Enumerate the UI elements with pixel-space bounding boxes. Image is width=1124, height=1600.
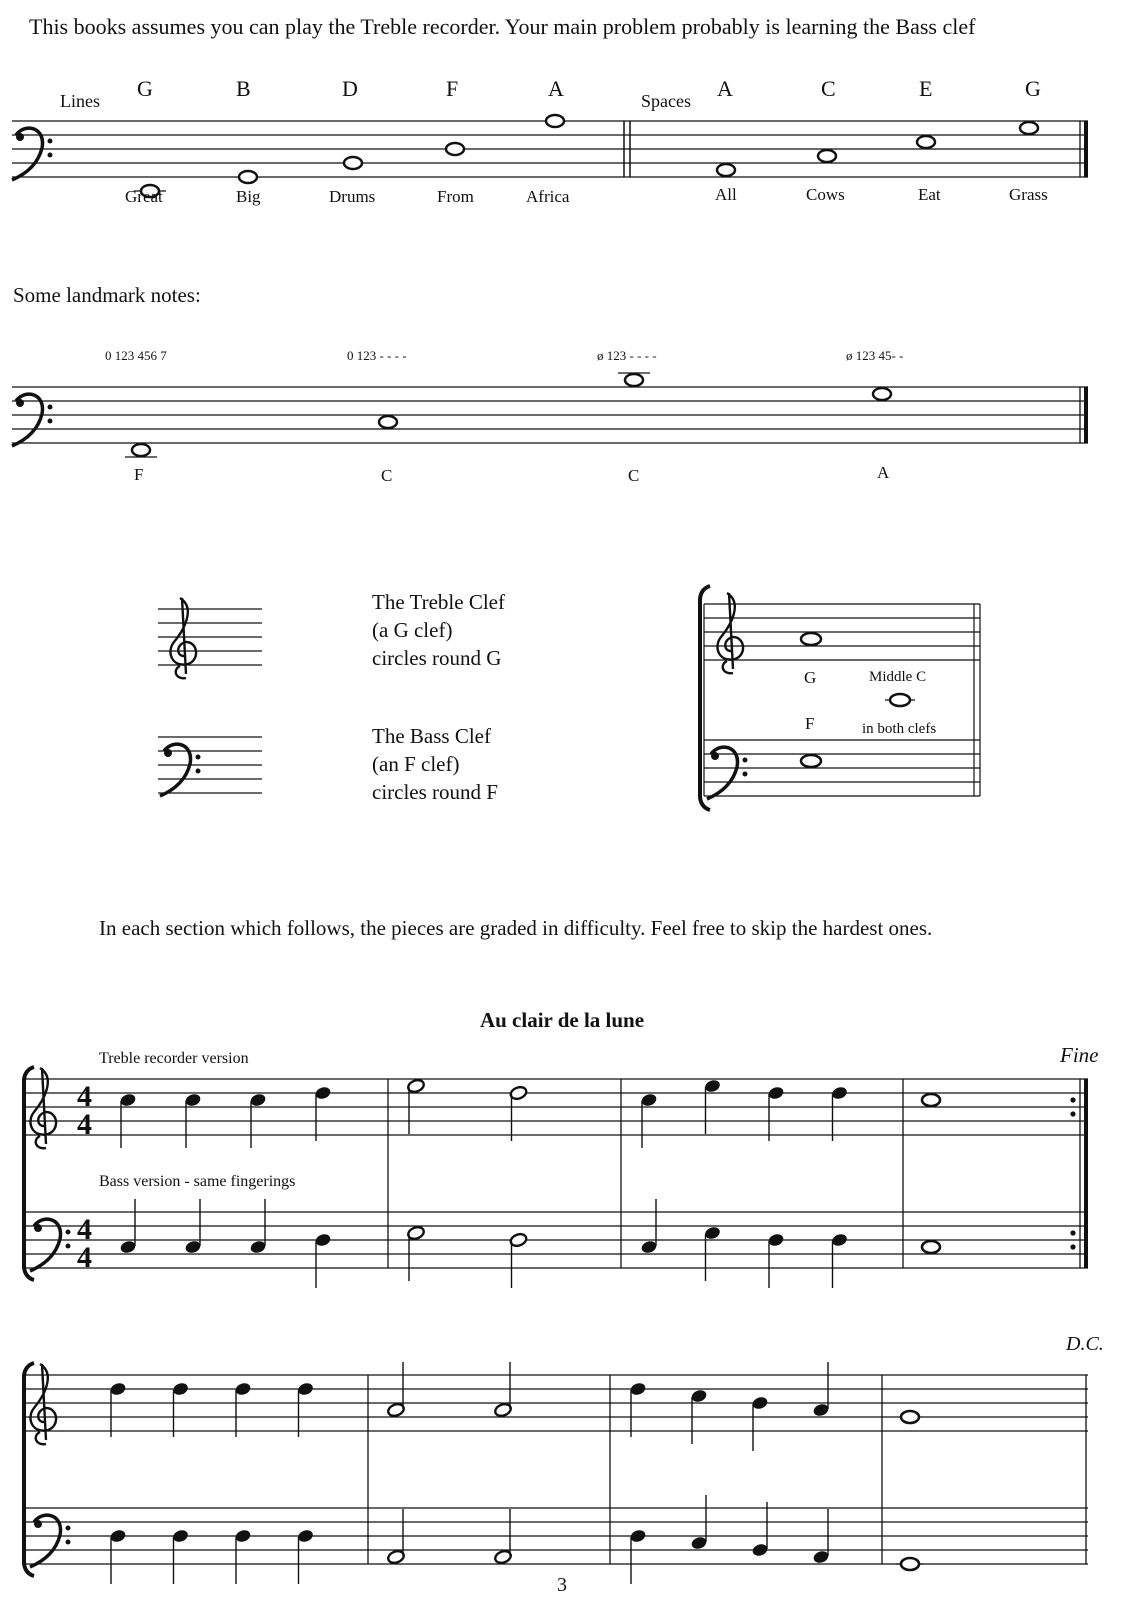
- bass-version-label: Bass version - same fingerings: [99, 1173, 296, 1190]
- song-title: Au clair de la lune: [479, 1008, 645, 1032]
- quarter-note: [109, 1528, 127, 1584]
- half-note: [407, 1078, 426, 1134]
- note-letter: E: [919, 76, 933, 101]
- bass-desc-line: circles round F: [372, 780, 498, 804]
- line-note-D: [329, 76, 375, 206]
- treble-clef-icon: [717, 593, 743, 673]
- bass-desc-line: The Bass Clef: [372, 724, 491, 748]
- middle-c-diagram: [700, 586, 980, 810]
- quarter-note: [690, 1388, 708, 1444]
- mnemonic-word: Cows: [806, 185, 845, 204]
- whole-note: [922, 1094, 940, 1106]
- half-note: [407, 1225, 426, 1281]
- bass-desc-line: (an F clef): [372, 752, 460, 776]
- space-note-E: [917, 76, 941, 204]
- half-note: [494, 1509, 513, 1565]
- note-letter: C: [821, 76, 836, 101]
- page-number: 3: [557, 1574, 567, 1596]
- landmark-heading: Some landmark notes:: [13, 283, 201, 307]
- whole-note: [446, 143, 464, 155]
- lines-label: Lines: [60, 91, 100, 111]
- bass-clef-icon: [12, 394, 53, 446]
- quarter-note: [704, 1078, 722, 1134]
- note-name: A: [877, 463, 890, 482]
- whole-note: [344, 157, 362, 169]
- treble-desc-line: The Treble Clef: [372, 590, 505, 614]
- quarter-note: [629, 1381, 647, 1437]
- dc-label: D.C.: [1066, 1333, 1104, 1355]
- landmark-note-F: [105, 348, 167, 484]
- fingering: ø 123 - - - -: [597, 348, 657, 363]
- quarter-note: [629, 1528, 647, 1584]
- line-note-G: [125, 76, 166, 206]
- mnemonic-word: Africa: [526, 187, 570, 206]
- treble-clef-icon: [30, 1364, 56, 1444]
- mnemonic-word: Eat: [918, 185, 941, 204]
- whole-note-g: [801, 633, 821, 645]
- line-note-A: [526, 76, 570, 206]
- fingering: 0 123 456 7: [105, 348, 167, 363]
- whole-note: [922, 1241, 940, 1253]
- half-note: [509, 1232, 528, 1288]
- quarter-note: [184, 1199, 202, 1255]
- mnemonic-word: Big: [236, 187, 261, 206]
- treble-version-label: Treble recorder version: [99, 1050, 249, 1067]
- half-note: [494, 1362, 513, 1418]
- bass-clef-icon: [12, 128, 53, 180]
- whole-note: [717, 164, 735, 176]
- treble-desc-line: circles round G: [372, 646, 502, 670]
- song-system-2: [24, 1362, 1088, 1584]
- time-signature-bottom: 4: [77, 1108, 92, 1141]
- g-label: G: [804, 668, 817, 687]
- treble-clef-example: [158, 598, 262, 678]
- whole-note: [132, 444, 150, 456]
- landmark-note-C-high: [597, 348, 657, 485]
- whole-note: [901, 1558, 919, 1570]
- quarter-note: [812, 1362, 830, 1418]
- note-letter: A: [717, 76, 733, 101]
- bass-clef-example: [158, 737, 262, 796]
- note-letter: F: [446, 76, 459, 101]
- whole-note: [1020, 122, 1038, 134]
- whole-note: [873, 388, 891, 400]
- whole-note: [379, 416, 397, 428]
- time-signature-bottom: 4: [77, 1241, 92, 1274]
- note-name: C: [381, 466, 393, 485]
- both-clefs-label: in both clefs: [862, 721, 937, 737]
- whole-note-middle-c: [890, 694, 910, 706]
- quarter-note: [831, 1232, 849, 1288]
- space-note-G: [1009, 76, 1048, 204]
- treble-desc-line: (a G clef): [372, 618, 453, 642]
- whole-note: [546, 115, 564, 127]
- quarter-note: [109, 1381, 127, 1437]
- spaces-label: Spaces: [641, 91, 691, 111]
- quarter-note: [234, 1381, 252, 1437]
- space-note-A: [715, 76, 737, 204]
- note-letter: A: [548, 76, 564, 101]
- treble-clef-icon: [170, 598, 196, 678]
- middle-c-label: Middle C: [869, 669, 927, 685]
- landmark-note-C-low: [347, 348, 407, 485]
- quarter-note: [249, 1092, 267, 1148]
- space-note-C: [806, 76, 845, 204]
- quarter-note: [314, 1232, 332, 1288]
- whole-note: [917, 136, 935, 148]
- line-note-F: [437, 76, 474, 206]
- whole-note-f: [801, 755, 821, 767]
- line-note-B: [236, 76, 261, 206]
- landmark-staff: [12, 387, 1088, 443]
- quarter-note: [640, 1092, 658, 1148]
- treble-clef-icon: [30, 1068, 56, 1148]
- quarter-note: [767, 1085, 785, 1141]
- quarter-note: [704, 1225, 722, 1281]
- half-note: [387, 1509, 406, 1565]
- whole-note: [818, 150, 836, 162]
- note-letter: B: [236, 76, 251, 101]
- whole-note: [901, 1411, 919, 1423]
- note-letter: D: [342, 76, 358, 101]
- quarter-note: [812, 1509, 830, 1565]
- bass-clef-icon: [30, 1515, 71, 1567]
- mnemonic-word: From: [437, 187, 474, 206]
- quarter-note: [297, 1381, 315, 1437]
- bass-clef-icon: [160, 744, 201, 796]
- quarter-note: [172, 1381, 190, 1437]
- whole-note: [239, 171, 257, 183]
- fingering: ø 123 45- -: [846, 348, 904, 363]
- mnemonic-word: Drums: [329, 187, 376, 206]
- note-name: F: [134, 465, 144, 484]
- song-systems: [24, 1067, 1088, 1584]
- quarter-note: [234, 1528, 252, 1584]
- quarter-note: [119, 1199, 137, 1255]
- bass-clef-icon: [707, 747, 748, 799]
- quarter-note: [184, 1092, 202, 1148]
- half-note: [387, 1362, 406, 1418]
- quarter-note: [640, 1199, 658, 1255]
- fingering: 0 123 - - - -: [347, 348, 407, 363]
- quarter-note: [119, 1092, 137, 1148]
- time-signature-top: 4: [77, 1080, 92, 1113]
- quarter-note: [314, 1085, 332, 1141]
- quarter-note: [297, 1528, 315, 1584]
- mnemonic-word: Grass: [1009, 185, 1048, 204]
- bass-clef-icon: [30, 1219, 71, 1271]
- whole-note: [625, 374, 643, 386]
- quarter-note: [831, 1085, 849, 1141]
- graded-text: In each section which follows, the pieces are graded in difficulty. Feel free to skip the hardest ones.: [99, 916, 933, 940]
- quarter-note: [767, 1232, 785, 1288]
- quarter-note: [690, 1495, 708, 1551]
- quarter-note: [751, 1395, 769, 1451]
- time-signature-top: 4: [77, 1213, 92, 1246]
- f-label: F: [805, 714, 815, 733]
- note-name: C: [628, 466, 640, 485]
- quarter-note: [249, 1199, 267, 1255]
- half-note: [509, 1085, 528, 1141]
- mnemonic-word: Great: [125, 187, 163, 206]
- intro-text: This books assumes you can play the Treble recorder. Your main problem probably is learning the Bass clef: [29, 14, 976, 39]
- note-letter: G: [1025, 76, 1041, 101]
- quarter-note: [172, 1528, 190, 1584]
- mnemonic-word: All: [715, 185, 737, 204]
- quarter-note: [751, 1502, 769, 1558]
- fine-label: Fine: [1060, 1043, 1099, 1067]
- note-letter: G: [137, 76, 153, 101]
